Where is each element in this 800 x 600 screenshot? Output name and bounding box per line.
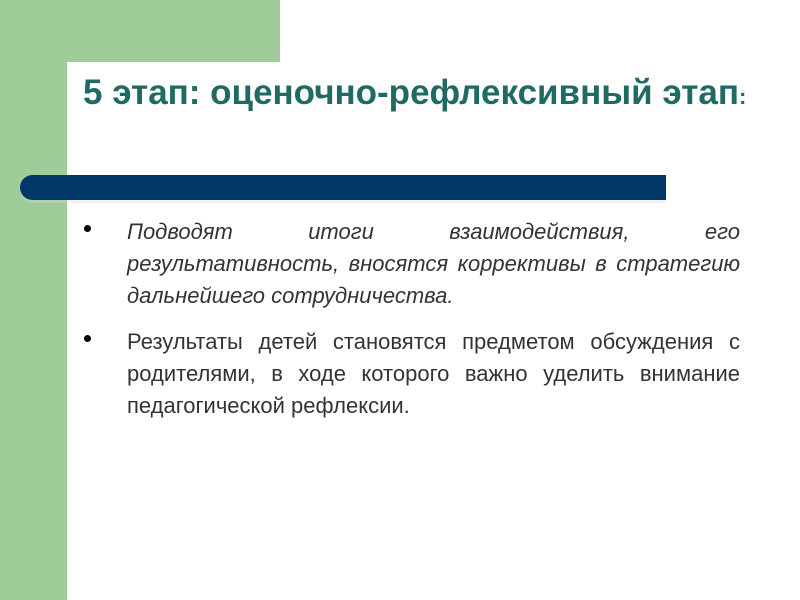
title-divider-bar bbox=[20, 175, 666, 200]
slide-title bbox=[83, 72, 773, 118]
slide-title-colon: : bbox=[738, 84, 747, 109]
bullet-icon bbox=[84, 225, 91, 232]
bullet-icon bbox=[84, 335, 91, 342]
bullet-item-parent-discussion bbox=[80, 326, 740, 422]
decorative-green-strip-left bbox=[0, 0, 67, 600]
bullet-item-results-summary bbox=[80, 216, 740, 312]
bullet-text-parent-discussion: Результаты детей становятся предметом обсуждения с родителями, в ходе которого важно уделить внимание педагогической рефлексии. bbox=[127, 329, 740, 418]
bullet-list bbox=[80, 216, 740, 436]
bullet-text-results-summary: Подводят итоги взаимодействия, его результативность, вносятся коррективы в стратегию дальнейшего сотрудничества. bbox=[127, 219, 740, 308]
slide-title-text: 5 этап: оценочно-рефлексивный этап bbox=[83, 73, 739, 112]
